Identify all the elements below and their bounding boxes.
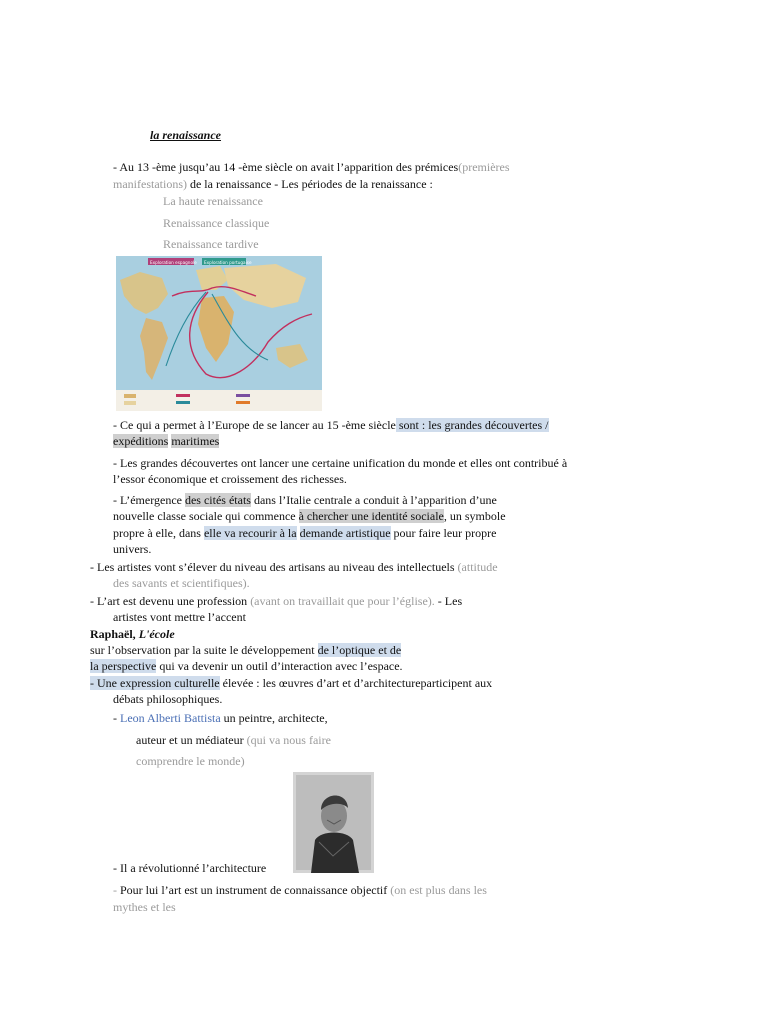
heading-line	[90, 626, 175, 642]
document-title: la renaissance	[150, 128, 222, 142]
paragraph-line: - Il a révolutionné l’architecture	[113, 861, 267, 875]
period-list-item: Renaissance classique	[163, 216, 270, 230]
paragraph-line	[90, 658, 403, 674]
paragraph-line	[113, 176, 433, 192]
text-run: , un symbole	[443, 509, 506, 523]
paragraph-line	[90, 593, 462, 609]
text-run: dans l’Italie centrale a conduit à l’apparition d’une	[250, 493, 497, 507]
text-run: Raphaël,	[90, 627, 139, 641]
paragraph-line: artistes vont mettre l’accent	[113, 610, 246, 624]
map-legend-tag: Exploration espagnole	[150, 260, 197, 265]
highlighted-text: expéditions	[113, 434, 169, 448]
text-run: - L’art est devenu une profession	[90, 594, 251, 608]
period-list-item: Renaissance tardive	[163, 237, 259, 251]
paragraph-line	[90, 642, 401, 658]
paragraph-line	[113, 492, 497, 508]
paragraph-line: des savants et scientifiques).	[113, 576, 250, 590]
paragraph-line	[90, 559, 498, 575]
period-list-item: La haute renaissance	[163, 194, 263, 208]
text-run: -	[113, 711, 120, 725]
text-run: - Les artistes vont s’élever du niveau des artisans au niveau des intellectuels	[90, 560, 458, 574]
text-run: de la renaissance - Les périodes de la renaissance :	[186, 177, 433, 191]
paragraph-line	[90, 675, 492, 691]
paragraph-line: - Les grandes découvertes ont lancer une certaine unification du monde et elles ont contribué à	[113, 456, 568, 470]
text-run: manifestations)	[113, 177, 187, 191]
highlighted-text: - Une expression culturelle	[90, 676, 220, 690]
text-run: -	[113, 883, 120, 897]
text-run: - Ce qui a permet à l’Europe de se lancer au 15 -ème siècle	[113, 418, 396, 432]
text-run: un peintre, architecte,	[220, 711, 328, 725]
text-run: - Les	[434, 594, 463, 608]
text-run: (attitude	[457, 560, 498, 574]
paragraph-line: mythes et les	[113, 900, 176, 914]
paragraph-line	[113, 508, 506, 524]
text-run: L'école	[138, 627, 175, 641]
text-run: Pour lui l’art est un instrument de connaissance objectif	[120, 883, 388, 897]
text-run: qui va devenir un outil d’interaction avec l’espace.	[156, 659, 403, 673]
paragraph-line: comprendre le monde)	[136, 754, 245, 768]
text-run: (qui va nous faire	[246, 733, 331, 747]
text-run: (on est plus dans les	[387, 883, 487, 897]
text-run: sur l’observation par la suite le développement	[90, 643, 318, 657]
text-run: nouvelle classe sociale qui commence	[113, 509, 299, 523]
paragraph-line: univers.	[113, 542, 152, 556]
highlighted-text: à chercher une identité sociale	[298, 509, 444, 523]
highlighted-text: la perspective	[90, 659, 157, 673]
paragraph-line	[113, 417, 549, 433]
text-run: (avant on travaillait que pour l’église).	[250, 594, 435, 608]
highlighted-text: maritimes	[171, 434, 220, 448]
text-run: auteur et un médiateur	[136, 733, 247, 747]
text-run: - L’émergence	[113, 493, 185, 507]
paragraph-line	[113, 525, 497, 541]
text-run: - Au 13 -ème jusqu’au 14 -ème siècle on avait l’apparition des prémices	[113, 160, 459, 174]
highlighted-text: découvertes /	[484, 418, 549, 432]
text-run: propre à elle, dans	[113, 526, 204, 540]
highlighted-text: elle va recourir à la	[203, 526, 297, 540]
text-run: élevée : les œuvres d’art et d’architectureparticipent aux	[219, 676, 493, 690]
paragraph-line	[136, 732, 331, 748]
map-legend-tag: Exploration portugaise	[204, 260, 252, 265]
paragraph-line: débats philosophiques.	[113, 692, 223, 706]
paragraph-line	[113, 882, 487, 898]
highlighted-text: demande artistique	[299, 526, 391, 540]
person-name: Leon Alberti Battista	[120, 711, 221, 725]
paragraph-line	[113, 433, 219, 449]
alberti-portrait-image	[293, 772, 374, 873]
paragraph-line: l’essor économique et croissement des richesses.	[113, 472, 347, 486]
highlighted-text: sont : les grandes	[395, 418, 485, 432]
paragraph-line	[113, 710, 328, 726]
highlighted-text: des cités états	[184, 493, 251, 507]
highlighted-text: de l’optique et de	[317, 643, 402, 657]
world-map-image	[116, 256, 322, 411]
paragraph-line	[113, 159, 510, 175]
text-run: pour faire leur propre	[390, 526, 497, 540]
text-run: (premières	[458, 160, 510, 174]
